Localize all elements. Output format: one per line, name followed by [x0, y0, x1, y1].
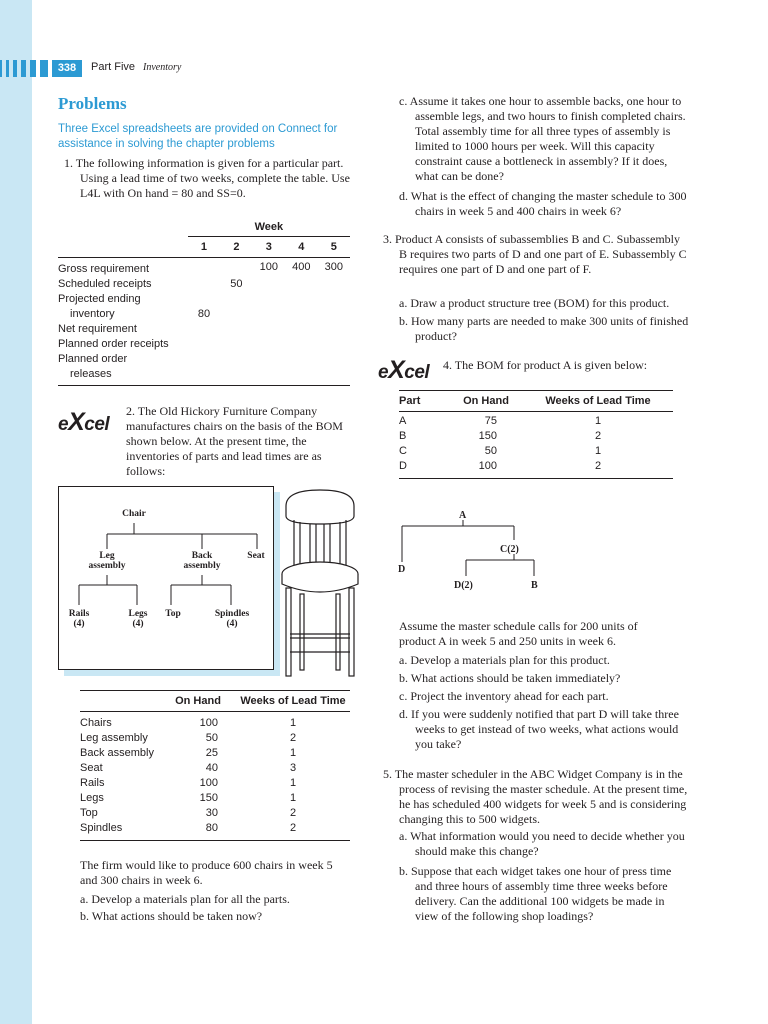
- row-label: Projected ending: [58, 293, 141, 305]
- cell: 100: [259, 261, 279, 273]
- row-label: Net requirement: [58, 323, 137, 335]
- page-margin-band: [0, 0, 32, 1024]
- table-row: Legs 150 1: [80, 792, 297, 804]
- part-label: Part Five: [91, 61, 136, 73]
- bom-top: Top: [165, 609, 181, 619]
- bom-diagram: [58, 486, 274, 670]
- problem-4a: a. Develop a materials plan for this product.: [399, 653, 610, 667]
- cell: 80: [197, 308, 211, 320]
- table-row: Chairs 100 1: [80, 717, 297, 729]
- bom-leg-assembly: Leg assembly: [88, 551, 126, 571]
- product-a-tree: [396, 504, 556, 596]
- table-row: [58, 337, 350, 352]
- bom-back-assembly: Back assembly: [183, 551, 221, 571]
- problem-2-table: [80, 690, 350, 841]
- running-header: [0, 60, 260, 77]
- row-label: inventory: [70, 308, 115, 320]
- cell: [188, 277, 220, 292]
- table-row: [58, 258, 350, 278]
- section-label: Inventory: [143, 62, 182, 73]
- week-col: 1: [188, 237, 220, 258]
- col-on-hand: On Hand: [160, 691, 236, 712]
- header-bar: [13, 60, 17, 77]
- table-row: [58, 367, 350, 386]
- week-col: 2: [220, 237, 252, 258]
- cell: 300: [324, 261, 343, 273]
- row-label: Planned order receipts: [58, 338, 169, 350]
- table-row: [58, 307, 350, 322]
- problem-4b: b. What actions should be taken immediately?: [399, 671, 621, 685]
- table-row: Top 30 2: [80, 807, 297, 819]
- table-row: [58, 322, 350, 337]
- section-title: Problems: [58, 94, 127, 113]
- cell: [220, 258, 252, 278]
- problem-3a: a. Draw a product structure tree (BOM) for this product.: [399, 296, 670, 310]
- tree-a: A: [459, 510, 467, 521]
- table-row: [58, 352, 350, 367]
- page-number: 338: [52, 60, 82, 77]
- cell: [253, 277, 285, 292]
- problem-2a: a. Develop a materials plan for all the parts.: [80, 892, 290, 906]
- table-row: B 150 2: [399, 430, 602, 442]
- bom-seat: Seat: [247, 551, 265, 561]
- problem-2b: b. What actions should be taken now?: [80, 909, 263, 923]
- header-bar: [40, 60, 48, 77]
- col-lead-time: Weeks of Lead Time: [236, 691, 350, 712]
- cell: [318, 277, 350, 292]
- row-label: releases: [58, 367, 188, 386]
- problem-2-after: The firm would like to produce 600 chairs in week 5 and 300 chairs in week 6.: [80, 858, 333, 887]
- problem-5b: b. Suppose that each widget takes one hour of press time and three hours of assembly time three weeks before delivery. Can the additional 100 widgets be made in view of the following shop loadings?: [399, 864, 672, 923]
- problem-2-text: 2. The Old Hickory Furniture Company manufactures chairs on the basis of the BOM shown below. At the present time, the inventories of parts and lead times are as follows:: [126, 404, 343, 478]
- cell: [285, 277, 317, 292]
- table-row: D 100 2: [399, 459, 673, 479]
- problem-2c: c. Assume it takes one hour to assemble backs, one hour to assemble legs, and two hours to finish completed chairs. Total assembly time for all three types of assembly is limited to 1000 hours per week. Will this capacity constraint cause a bottleneck in assembly? If it does, what can be done?: [399, 94, 686, 183]
- tree-b: B: [531, 580, 538, 591]
- chair-illustration: [280, 484, 360, 680]
- intro-note: Three Excel spreadsheets are provided on Connect for assistance in solving the chapter problems: [58, 123, 338, 150]
- excel-logo: eXcel: [58, 408, 110, 436]
- tree-d2: D(2): [454, 580, 473, 591]
- problem-4c: c. Project the inventory ahead for each part.: [399, 689, 609, 703]
- problem-1-table: [58, 218, 350, 386]
- bom-spindles: Spindles (4): [214, 609, 250, 629]
- table-row: C 50 1: [399, 445, 602, 457]
- header-bar: [30, 60, 36, 77]
- header-bar: [21, 60, 26, 77]
- table-row: Leg assembly 50 2: [80, 732, 297, 744]
- cell: 400: [292, 261, 311, 273]
- problem-3b: b. How many parts are needed to make 300 units of finished product?: [399, 314, 689, 343]
- table-row: A 75 1: [399, 415, 602, 427]
- table-row: Rails 100 1: [80, 777, 297, 789]
- header-bar: [6, 60, 9, 77]
- problem-4-after: Assume the master schedule calls for 200 units of product A in week 5 and 250 units in week 6.: [399, 619, 638, 648]
- table-row: Seat 40 3: [80, 762, 297, 774]
- week-col: 4: [285, 237, 317, 258]
- problem-2d: d. What is the effect of changing the master schedule to 300 chairs in week 5 and 400 chairs in week 6?: [399, 189, 687, 218]
- row-label: Planned order: [58, 353, 128, 365]
- problem-1-text: 1. The following information is given for a particular part. Using a lead time of two weeks, complete the table. Use L4L with On hand = 80 and SS=0.: [64, 156, 350, 200]
- problem-3-text: 3. Product A consists of subassemblies B and C. Subassembly B requires two parts of D and one part of E. Subassembly C requires one part of D and one part of F.: [383, 232, 687, 276]
- week-col: 3: [253, 237, 285, 258]
- week-header: Week: [188, 218, 350, 237]
- week-col: 5: [318, 237, 350, 258]
- row-label: Scheduled receipts: [58, 278, 152, 290]
- bom-lines: [59, 487, 273, 669]
- table-row: [58, 277, 350, 292]
- problem-5a: a. What information would you need to decide whether you should make this change?: [399, 829, 685, 858]
- bom-rails: Rails (4): [68, 609, 90, 629]
- table-row: [58, 292, 350, 307]
- cell: 50: [230, 278, 243, 290]
- table-row: Back assembly 25 1: [80, 747, 297, 759]
- header-bar: [0, 60, 2, 77]
- bom-chair: Chair: [122, 509, 146, 519]
- cell: [188, 258, 220, 278]
- problem-4d: d. If you were suddenly notified that part D will take three weeks to get instead of two weeks, what actions would you take?: [399, 707, 679, 751]
- bom-legs: Legs (4): [128, 609, 148, 629]
- excel-logo: eXcel: [378, 356, 430, 384]
- problem-4-text: 4. The BOM for product A is given below:: [443, 358, 648, 372]
- problem-4-table: Part On Hand Weeks of Lead Time A 75 1 B 150 2 C 50 1 D 100 2: [399, 390, 673, 479]
- tree-d: D: [398, 564, 406, 575]
- tree-c: C(2): [500, 544, 519, 555]
- table-row: Spindles 80 2: [80, 821, 350, 841]
- problem-5-text: 5. The master scheduler in the ABC Widget Company is in the process of revising the master schedule. At the present time, he has scheduled 400 widgets for week 5 and is considering changing this to 500 widgets.: [383, 767, 688, 826]
- row-label: Gross requirement: [58, 263, 150, 275]
